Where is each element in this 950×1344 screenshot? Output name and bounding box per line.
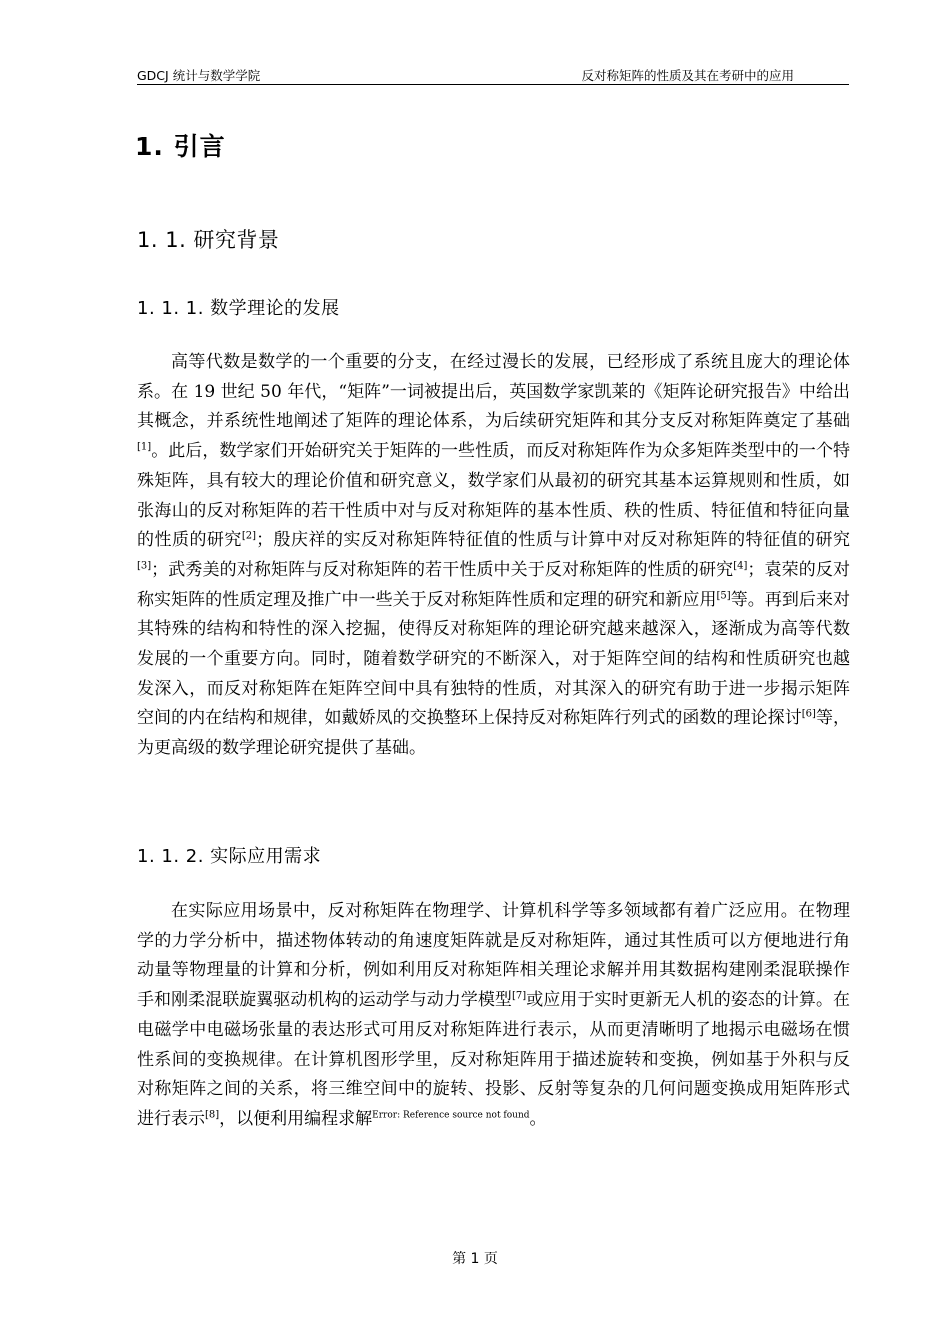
header-divider (137, 84, 849, 85)
paragraph-theory (137, 348, 850, 764)
paragraph-text: 。此后，数学家们开始研究关于矩阵的一些性质，而反对称矩阵作为众多矩阵类型中的一个特殊矩阵，具有较大的理论价值和研究意义，数学家们从最初的研究其基本运算规则和性质，如张海山的反对称矩阵的若干性质中对与反对称矩阵的基本性质、秩的性质、特征值和特征向量的性质的研究 (137, 441, 850, 551)
citation[interactable]: [1] (137, 441, 152, 453)
paragraph-text: 高等代数是数学的一个重要的分支，在经过漫长的发展，已经形成了系统且庞大的理论体系。在 19 世纪 50 年代，“矩阵”一词被提出后，英国数学家凯莱的《矩阵论研究报告》中给出其概念，并系统性地阐述了矩阵的理论体系，为后续研究矩阵和其分支反对称矩阵奠定了基础 (137, 352, 850, 432)
citation[interactable]: [2] (241, 530, 257, 542)
citation[interactable]: [5] (716, 589, 731, 601)
chapter-title: 1. 引言 (135, 132, 226, 161)
citation-error[interactable]: Error: Reference source not found (372, 1110, 530, 1121)
citation[interactable]: [8] (205, 1109, 220, 1121)
paragraph-text: 。 (529, 1108, 547, 1129)
paragraph-text: 等，为更高级的数学理论研究提供了基础。 (137, 708, 851, 759)
citation[interactable]: [3] (137, 560, 152, 572)
header-school: GDCJ 统计与数学学院 (137, 68, 261, 83)
paragraph-text: ，以便利用编程求解 (219, 1108, 373, 1129)
citation[interactable]: [7] (511, 990, 527, 1002)
paragraph-text: ；武秀美的对称矩阵与反对称矩阵的若干性质中关于反对称矩阵的性质的研究 (151, 559, 734, 580)
paragraph-text: ；袁荣的反对称实矩阵的性质定理及推广中一些关于反对称矩阵性质和定理的研究和新应用 (137, 559, 851, 610)
subsection-heading-theory: 1. 1. 1. 数学理论的发展 (137, 298, 340, 319)
paragraph-text: 在实际应用场景中，反对称矩阵在物理学、计算机科学等多领域都有着广泛应用。在物理学的力学分析中，描述物体转动的角速度矩阵就是反对称矩阵，通过其性质可以方便地进行角动量等物理量的计算和分析，例如利用反对称矩阵相关理论求解并用其数据构建刚柔混联操作手和刚柔混联旋翼驱动机构的运动学与动力学模型 (137, 901, 850, 1011)
page-number: 第 1 页 (452, 1251, 498, 1267)
paragraph-text: 等。再到后来对其特殊的结构和特性的深入挖掘，使得反对称矩阵的理论研究越来越深入，逐渐成为高等代数发展的一个重要方向。同时，随着数学研究的不断深入，对于矩阵空间的结构和性质研究也越发深入，而反对称矩阵在矩阵空间中具有独特的性质，对其深入的研究有助于进一步揭示矩阵空间的内在结构和规律，如戴娇凤的交换整环上保持反对称矩阵行列式的函数的理论探讨 (137, 589, 850, 729)
paragraph-text: ；殷庆祥的实反对称矩阵特征值的性质与计算中对反对称矩阵的特征值的研究 (256, 530, 851, 551)
paragraph-application (137, 897, 850, 1135)
citation[interactable]: [4] (733, 560, 748, 572)
header-title: 反对称矩阵的性质及其在考研中的应用 (581, 68, 794, 83)
paragraph-text: 或应用于实时更新无人机的姿态的计算。在电磁学中电磁场张量的表达形式可用反对称矩阵进行表示，从而更清晰明了地揭示电磁场在惯性系间的变换规律。在计算机图形学里，反对称矩阵用于描述旋转和变换，例如基于外积与反对称矩阵之间的关系，将三维空间中的旋转、投影、反射等复杂的几何问题变换成用矩阵形式进行表示 (137, 990, 851, 1129)
section-heading: 1. 1. 研究背景 (137, 228, 280, 252)
subsection-heading-application: 1. 1. 2. 实际应用需求 (137, 846, 322, 867)
citation[interactable]: [6] (801, 708, 816, 720)
